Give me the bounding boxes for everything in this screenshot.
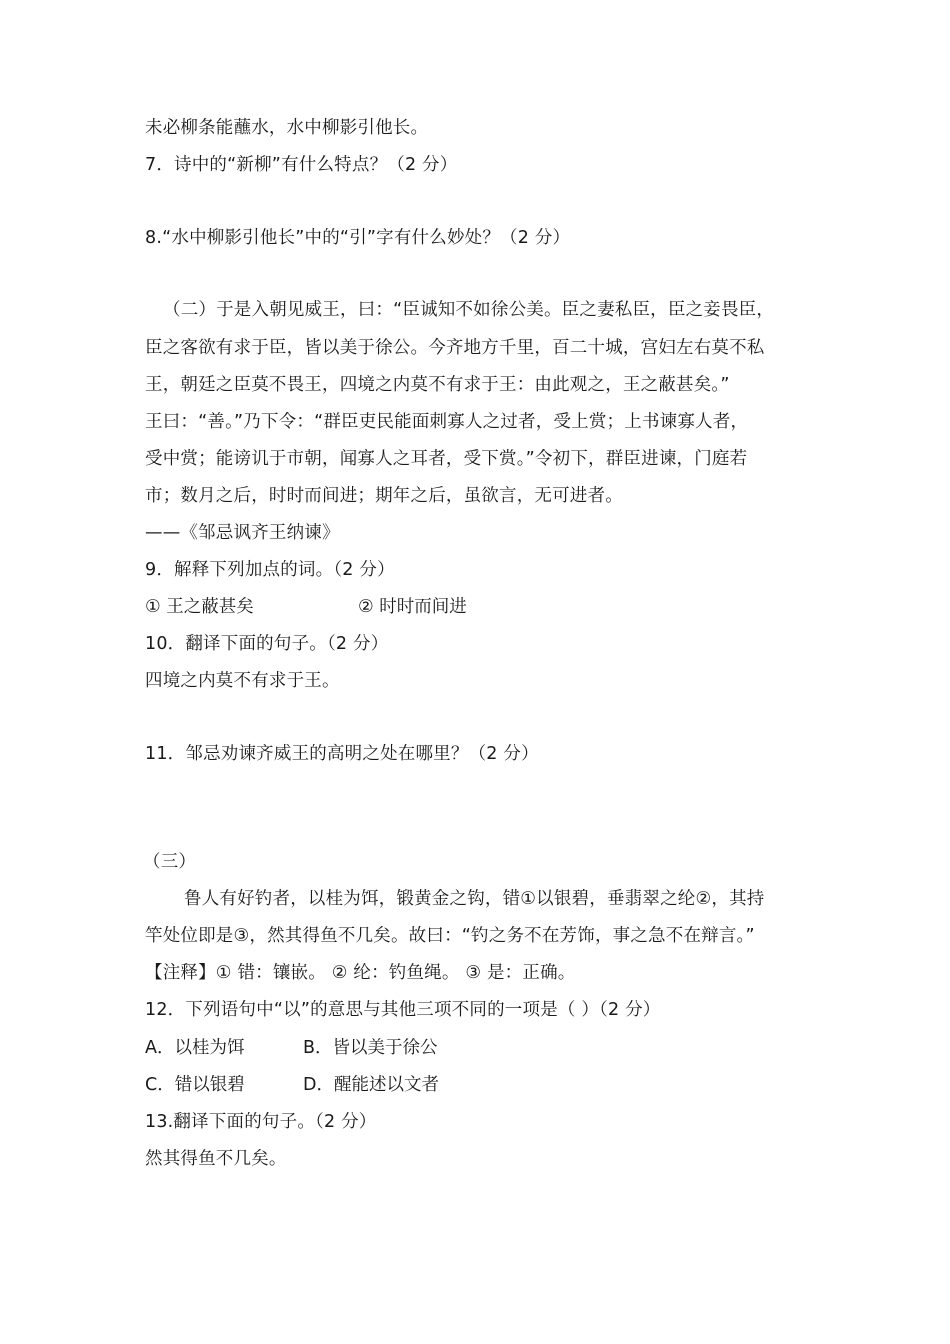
question-12-options-row-2 xyxy=(145,1073,745,1097)
option-d: D．醒能述以文者 xyxy=(303,1075,439,1095)
section3-heading: （三） xyxy=(143,852,197,872)
section3-note: 【注释】① 错：镶嵌。 ② 纶：钓鱼绳。 ③ 是：正确。 xyxy=(145,963,576,983)
option-a: A．以桂为饵 xyxy=(145,1038,245,1058)
question-13-sentence: 然其得鱼不几矣。 xyxy=(145,1149,287,1169)
question-12: 12．下列语句中“以”的意思与其他三项不同的一项是（ ）（2 分） xyxy=(145,1000,661,1020)
section2-line-5: 受中赏；能谤讥于市朝，闻寡人之耳者，受下赏。”令初下，群臣进谏，门庭若 xyxy=(145,449,748,469)
section2-line-1: （二）于是入朝见威王，曰：“臣诚知不如徐公美。臣之妻私臣，臣之妾畏臣， xyxy=(163,300,775,320)
section3-line-2: 竿处位即是③，然其得鱼不几矣。故曰：“钓之务不在芳饰，事之急不在辩言。” xyxy=(145,926,755,946)
section3-line-1: 鲁人有好钓者，以桂为饵，锻黄金之钩，错①以银碧，垂翡翠之纶②，其持 xyxy=(184,889,765,909)
section2-line-2: 臣之客欲有求于臣，皆以美于徐公。今齐地方千里，百二十城，宫妇左右莫不私 xyxy=(145,338,765,358)
section2-line-3: 王，朝廷之臣莫不畏王，四境之内莫不有求于王：由此观之，王之蔽甚矣。” xyxy=(145,375,730,395)
section2-line-4: 王曰：“善。”乃下令：“群臣吏民能面刺寡人之过者，受上赏；上书谏寡人者， xyxy=(145,412,749,432)
question-10: 10．翻译下面的句子。（2 分） xyxy=(145,634,389,654)
question-9-item-2: ② 时时而间进 xyxy=(358,597,467,617)
question-10-sentence: 四境之内莫不有求于王。 xyxy=(145,671,340,691)
question-9-items xyxy=(145,595,745,619)
question-9-item-1: ① 王之蔽甚矣 xyxy=(145,597,254,617)
question-11: 11．邹忌劝谏齐威王的高明之处在哪里？（2 分） xyxy=(145,744,539,764)
question-9: 9．解释下列加点的词。（2 分） xyxy=(145,560,395,580)
question-12-options-row-1 xyxy=(145,1036,745,1060)
question-8: 8.“水中柳影引他长”中的“引”字有什么妙处？（2 分） xyxy=(145,228,571,248)
option-b: B．皆以美于徐公 xyxy=(303,1038,438,1058)
section2-source: ——《邹忌讽齐王纳谏》 xyxy=(145,523,340,543)
question-13: 13.翻译下面的句子。（2 分） xyxy=(145,1112,377,1132)
question-7: 7．诗中的“新柳”有什么特点？（2 分） xyxy=(145,155,458,175)
poem-last-line: 未必柳条能蘸水，水中柳影引他长。 xyxy=(145,118,429,138)
option-c: C．错以银碧 xyxy=(145,1075,245,1095)
section2-line-6: 市；数月之后，时时而间进；期年之后，虽欲言，无可进者。 xyxy=(145,486,623,506)
